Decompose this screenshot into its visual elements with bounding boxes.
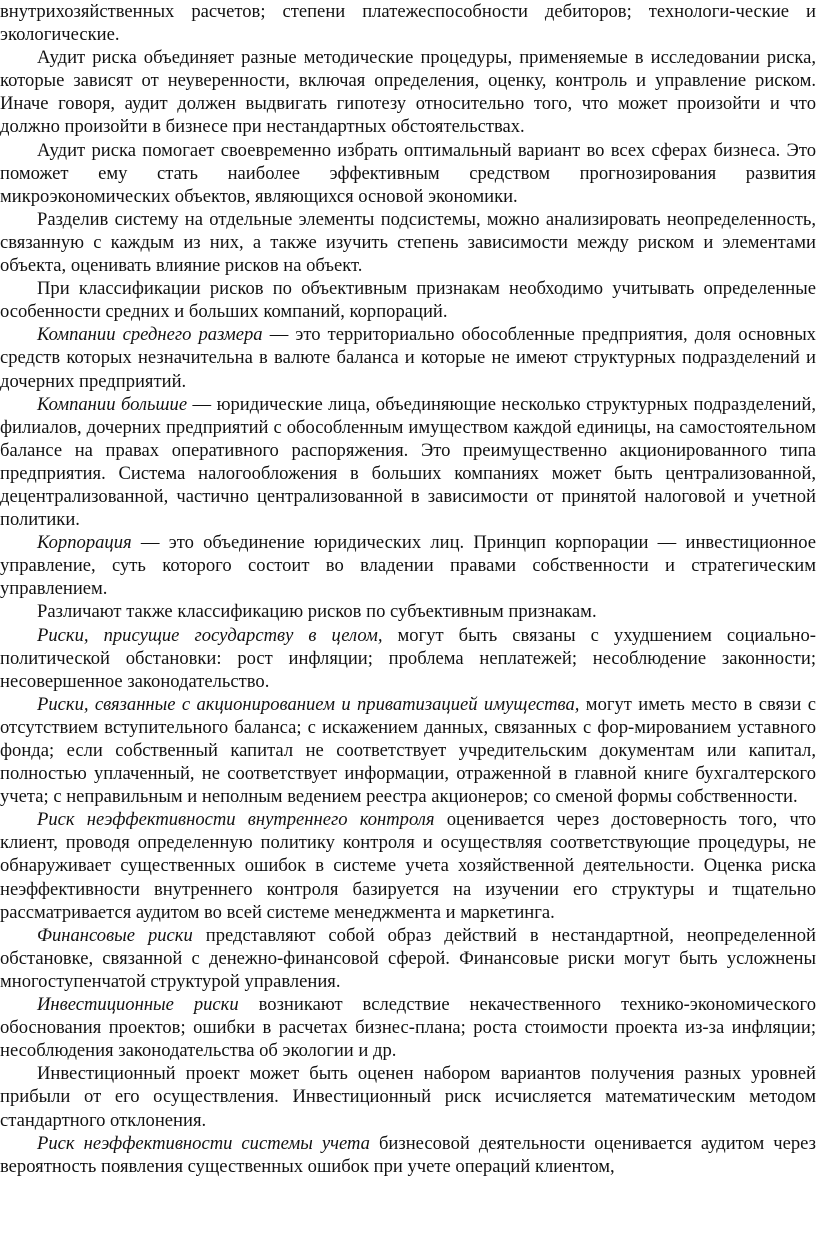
term-italic: Риски, присущие государству в целом,: [37, 624, 383, 646]
term-italic: Компании большие: [37, 393, 188, 415]
term-italic: Корпорация: [37, 532, 132, 554]
term-italic: Риск неэффективности системы учета: [37, 1132, 370, 1154]
term-italic: Компании среднего размера: [37, 324, 263, 346]
paragraph: [0, 139, 816, 208]
paragraph: [0, 393, 816, 532]
paragraph: [0, 1062, 816, 1131]
paragraph-text: внутрихозяйственных расчетов; степени платежеспособности дебиторов; технологи-ческие и экологические.: [0, 1, 816, 46]
paragraph: [0, 993, 816, 1062]
paragraph-text: — юридические лица, объединяющие несколько структурных подразделений, филиалов, дочерних предприятий с обособленным имуществом каждой единицы, на самостоятельном балансе на правах оперативного распоряжения. Это преимущественно акционированного типа предприятия. Система налогообложения в больших компаниях может быть централизованной, децентрализованной, частично централизованной в зависимости от принятой налоговой и учетной политики.: [0, 393, 816, 531]
paragraph: [0, 323, 816, 392]
term-italic: Финансовые риски: [37, 924, 193, 946]
paragraph: [0, 924, 816, 993]
paragraph-text: Аудит риска объединяет разные методические процедуры, применяемые в исследовании риска, которые зависят от неуверенности, включая определения, оценку, контроль и управление риском. Иначе говоря, аудит должен выдвигать гипотезу относительно того, что может произойти и что должно произойти в бизнесе при нестандартных обстоятельствах.: [0, 47, 816, 138]
paragraph: [0, 624, 816, 693]
paragraph: [0, 46, 816, 138]
paragraph-text: могут быть связаны с ухудшением социально-политической обстановки: рост инфляции; проблема неплатежей; несоблюдение законности; несовершенное законодательство.: [0, 624, 816, 692]
paragraph: [0, 531, 816, 600]
paragraph-text: — это территориально обособленные предприятия, доля основных средств которых незначительна в валюте баланса и которые не имеют структурных подразделений и дочерних предприятий.: [0, 324, 816, 392]
paragraph-text: возникают вследствие некачественного технико-экономического обоснования проектов; ошибки в расчетах бизнес-плана; роста стоимости проекта из-за инфляции; несоблюдения законодательства об экологии и др.: [0, 994, 816, 1062]
term-italic: Риск неэффективности внутреннего контроля: [37, 809, 435, 831]
paragraph: [0, 277, 816, 323]
paragraph-text: могут иметь место в связи с отсутствием вступительного баланса; с искажением данных, связанных с фор-мированием уставного фонда; если собственный капитал не соответствует учредительским документам или капитал, полностью уплаченный, не соответствует информации, отраженной в главной книге бухгалтерского учета; с неправильным и неполным ведением реестра акционеров; со сменой формы собственности.: [0, 693, 816, 808]
paragraph: [0, 1132, 816, 1178]
paragraph-text: Различают также классификацию рисков по субъективным признакам.: [37, 601, 597, 623]
paragraph: [0, 208, 816, 277]
paragraph-text: бизнесовой деятельности оценивается аудитом через вероятность появления существенных ошибок при учете операций клиентом,: [0, 1132, 816, 1177]
paragraph-text: — это объединение юридических лиц. Принцип корпорации — инвестиционное управление, суть которого состоит во владении правами собственности и стратегическим управлением.: [0, 532, 816, 600]
term-italic: Инвестиционные риски: [37, 994, 239, 1016]
term-italic: Риски, связанные с акционированием и приватизацией имущества,: [37, 693, 580, 715]
paragraph: [0, 808, 816, 923]
paragraph-text: Аудит риска помогает своевременно избрать оптимальный вариант во всех сферах бизнеса. Это поможет ему стать наиболее эффективным средством прогнозирования развития микроэкономических объектов, являющихся основой экономики.: [0, 139, 816, 207]
paragraph-text: Разделив систему на отдельные элементы подсистемы, можно анализировать неопределенность, связанную с каждым из них, а также изучить степень зависимости между риском и элементами объекта, оценивать влияние рисков на объект.: [0, 208, 816, 277]
paragraph: [0, 600, 816, 623]
paragraph-text: представляют собой образ действий в нестандартной, неопределенной обстановке, связанной с денежно-финансовой сферой. Финансовые риски могут быть усложнены многоступенчатой структурой управления.: [0, 924, 816, 992]
paragraph: [0, 0, 816, 46]
paragraph-text: При классификации рисков по объективным признакам необходимо учитывать определенные особенности средних и больших компаний, корпораций.: [0, 278, 816, 323]
paragraph-text: оценивается через достоверность того, что клиент, проводя определенную политику контроля и осуществляя соответствующие процедуры, не обнаруживает существенных ошибок в системе учета хозяйственной деятельности. Оценка риска неэффективности внутреннего контроля базируется на изучении его структуры и тщательно рассматривается аудитом во всей системе менеджмента и маркетинга.: [0, 809, 816, 923]
paragraph-text: Инвестиционный проект может быть оценен набором вариантов получения разных уровней прибыли от его осуществления. Инвестиционный риск исчисляется математическим методом стандартного отклонения.: [0, 1063, 816, 1131]
paragraph: [0, 693, 816, 808]
